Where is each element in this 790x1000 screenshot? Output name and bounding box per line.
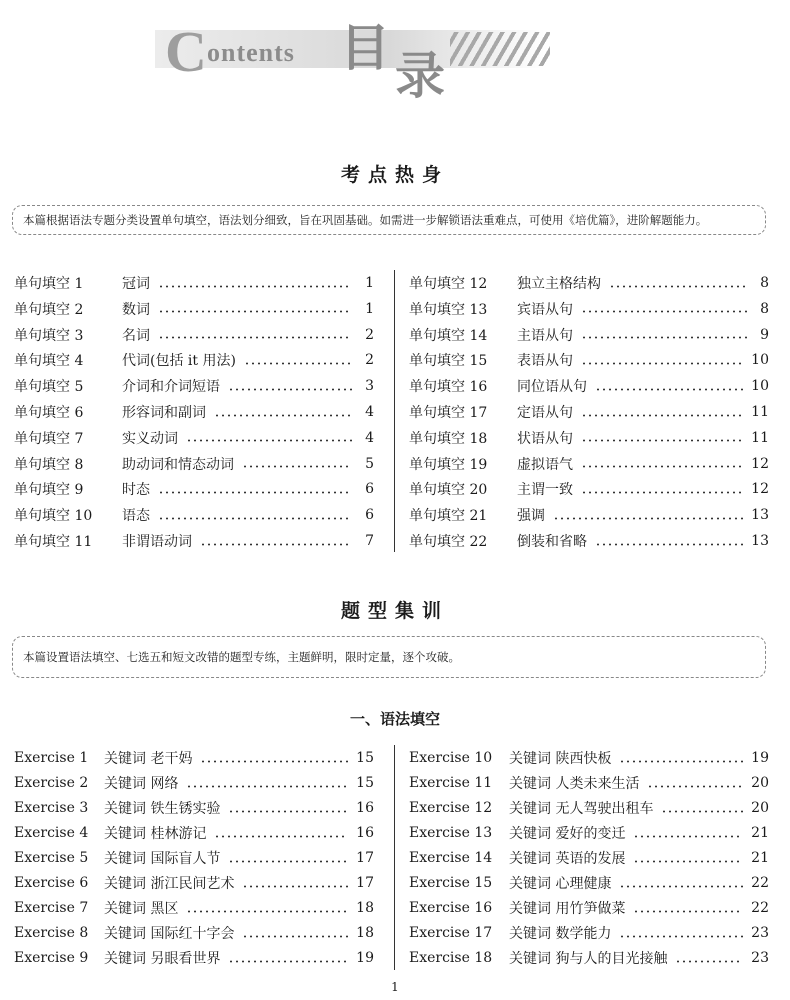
toc-entry[interactable] <box>14 796 374 820</box>
toc-entry[interactable] <box>409 871 769 895</box>
dot-leader <box>186 439 352 442</box>
dot-leader <box>242 465 352 468</box>
dot-leader <box>242 935 348 938</box>
toc-entry-title: 代词(包括 it 用法) <box>122 353 236 370</box>
toc-entry-number: Exercise 2 <box>14 775 89 791</box>
toc-entry[interactable] <box>409 297 769 321</box>
toc-entry-number: 单句填空 4 <box>14 353 84 370</box>
banner-word-ontents: ontents <box>207 38 295 67</box>
dot-leader <box>200 760 348 763</box>
section2-subtitle: 一、语法填空 <box>349 710 440 728</box>
toc-entry-number: 单句填空 18 <box>409 430 488 447</box>
toc-entry-page: 1 <box>365 300 374 317</box>
toc-entry-title: 关键词 英语的发展 <box>509 851 626 867</box>
toc-entry-number: 单句填空 21 <box>409 508 488 525</box>
banner-char-mu: 目 <box>340 19 390 77</box>
toc-entry-title: 实义动词 <box>122 430 178 447</box>
dot-leader <box>186 785 348 788</box>
toc-entry-title: 定语从句 <box>517 405 573 421</box>
toc-entry-page: 22 <box>751 875 769 891</box>
toc-entry-page: 11 <box>751 404 769 420</box>
toc-entry-number: 单句填空 9 <box>14 482 84 499</box>
dot-leader <box>581 491 743 494</box>
toc-entry-page: 22 <box>751 900 769 916</box>
toc-entry-title: 关键词 浙江民间艺术 <box>104 876 235 892</box>
dot-leader <box>661 810 743 813</box>
toc-entry-page: 16 <box>356 825 374 841</box>
toc-entry-number: Exercise 16 <box>409 900 493 916</box>
banner-char-lu: 录 <box>395 47 445 105</box>
dot-leader <box>228 810 348 813</box>
dot-leader <box>242 885 348 888</box>
toc-entry-title: 主语从句 <box>517 327 573 344</box>
toc-entry[interactable] <box>409 821 769 845</box>
toc-entry[interactable] <box>14 452 374 476</box>
column-divider <box>394 270 395 552</box>
toc-entry[interactable] <box>409 323 769 347</box>
dot-leader <box>633 910 743 913</box>
toc-entry[interactable] <box>14 400 374 424</box>
toc-entry-page: 18 <box>356 925 374 941</box>
toc-entry[interactable] <box>409 348 769 372</box>
dot-leader <box>158 285 352 288</box>
toc-entry-page: 12 <box>751 481 769 498</box>
toc-entry-page: 19 <box>356 950 374 966</box>
toc-entry-page: 20 <box>751 775 769 791</box>
dot-leader <box>581 439 743 442</box>
toc-entry-number: 单句填空 17 <box>409 405 488 421</box>
toc-entry[interactable] <box>14 821 374 845</box>
toc-entry-page: 21 <box>751 825 769 841</box>
toc-entry-page: 23 <box>751 925 769 941</box>
toc-entry-page: 19 <box>751 750 769 766</box>
toc-entry-page: 11 <box>751 429 769 446</box>
toc-entry[interactable] <box>14 746 374 770</box>
toc-entry-page: 8 <box>760 275 769 291</box>
toc-entry-number: 单句填空 10 <box>14 508 93 525</box>
toc-entry-page: 4 <box>365 404 374 420</box>
toc-entry-title: 关键词 数学能力 <box>509 926 612 942</box>
toc-entry-number: Exercise 3 <box>14 800 89 816</box>
dot-leader <box>214 835 348 838</box>
dot-leader <box>633 835 743 838</box>
section1-intro: 本篇根据语法专题分类设置单句填空，语法划分细致，旨在巩固基础。如需进一步解锁语法重难点，可使用《培优篇》，进阶解题能力。 <box>12 205 766 235</box>
toc-entry-number: 单句填空 14 <box>409 327 488 344</box>
toc-entry-page: 2 <box>365 326 374 343</box>
column-divider-2 <box>394 745 395 970</box>
toc-entry-title: 关键词 铁生锈实验 <box>104 801 221 817</box>
dot-leader <box>228 860 348 863</box>
toc-entry-title: 主谓一致 <box>517 482 573 499</box>
contents-banner <box>155 10 555 105</box>
toc-entry-title: 名词 <box>122 327 150 344</box>
toc-entry-number: 单句填空 20 <box>409 482 488 499</box>
toc-entry-number: 单句填空 6 <box>14 405 84 421</box>
toc-entry-page: 13 <box>751 533 769 549</box>
toc-entry-page: 15 <box>356 775 374 791</box>
toc-entry-page: 6 <box>365 481 374 498</box>
toc-entry[interactable] <box>409 921 769 945</box>
toc-entry-page: 18 <box>356 900 374 916</box>
toc-entry-title: 关键词 陕西快板 <box>509 751 612 767</box>
toc-entry[interactable] <box>14 426 374 450</box>
toc-entry[interactable] <box>14 323 374 347</box>
toc-entry[interactable] <box>14 348 374 372</box>
toc-entry-page: 10 <box>751 352 769 369</box>
dot-leader <box>200 543 352 546</box>
toc-entry-number: Exercise 11 <box>409 775 493 791</box>
section1-title: 考点热身 <box>340 164 449 186</box>
toc-entry[interactable] <box>14 477 374 501</box>
toc-entry-number: 单句填空 8 <box>14 456 84 473</box>
dot-leader <box>158 517 352 520</box>
toc-entry[interactable] <box>14 503 374 527</box>
toc-entry[interactable] <box>409 400 769 424</box>
toc-entry-number: Exercise 12 <box>409 800 493 816</box>
toc-entry-page: 20 <box>751 800 769 816</box>
toc-entry-page: 21 <box>751 850 769 866</box>
dot-leader <box>581 414 743 417</box>
toc-entry-title: 关键词 国际红十字会 <box>104 926 235 942</box>
toc-entry-number: Exercise 18 <box>409 950 493 966</box>
dot-leader <box>158 491 352 494</box>
toc-entry-title: 数词 <box>122 301 150 318</box>
toc-entry-page: 10 <box>751 378 769 395</box>
toc-entry-title: 关键词 人类未来生活 <box>509 776 640 792</box>
toc-entry[interactable] <box>409 946 769 970</box>
toc-entry[interactable] <box>409 426 769 450</box>
toc-entry-number: Exercise 15 <box>409 875 493 891</box>
toc-entry[interactable] <box>409 529 769 553</box>
toc-entry[interactable] <box>14 896 374 920</box>
dot-leader <box>214 414 352 417</box>
toc-entry-page: 5 <box>365 455 374 472</box>
toc-entry-title: 关键词 爱好的变迁 <box>509 826 626 842</box>
toc-entry-title: 同位语从句 <box>517 379 587 396</box>
toc-entry-page: 15 <box>356 750 374 766</box>
toc-entry-page: 17 <box>356 850 374 866</box>
dot-leader <box>595 388 743 391</box>
toc-entry-page: 17 <box>356 875 374 891</box>
dot-leader <box>581 362 743 365</box>
toc-entry-title: 独立主格结构 <box>517 276 601 292</box>
toc-entry-page: 8 <box>760 300 769 317</box>
dot-leader <box>619 760 743 763</box>
toc-entry-title: 形容词和副词 <box>122 405 206 421</box>
toc-entry[interactable] <box>14 771 374 795</box>
toc-entry-number: Exercise 6 <box>14 875 89 891</box>
toc-entry-title: 宾语从句 <box>517 301 573 318</box>
dot-leader <box>158 336 352 339</box>
dot-leader <box>244 362 352 365</box>
toc-entry-number: Exercise 4 <box>14 825 89 841</box>
toc-entry-title: 表语从句 <box>517 353 573 370</box>
toc-entry[interactable] <box>14 374 374 398</box>
banner-stripes <box>450 32 550 66</box>
toc-entry-title: 强调 <box>517 508 545 525</box>
toc-entry-page: 23 <box>751 950 769 966</box>
toc-entry-page: 12 <box>751 455 769 472</box>
toc-entry-title: 关键词 国际盲人节 <box>104 851 221 867</box>
dot-leader <box>633 860 743 863</box>
toc-entry-title: 助动词和情态动词 <box>122 456 234 473</box>
toc-entry-number: 单句填空 7 <box>14 430 84 447</box>
toc-entry[interactable] <box>409 771 769 795</box>
toc-entry-title: 冠词 <box>122 276 150 292</box>
toc-entry-title: 关键词 另眼看世界 <box>104 951 221 967</box>
toc-entry-number: 单句填空 3 <box>14 327 84 344</box>
toc-entry-number: Exercise 9 <box>14 950 89 966</box>
toc-entry-title: 状语从句 <box>517 430 573 447</box>
dot-leader <box>619 885 743 888</box>
toc-entry-number: 单句填空 19 <box>409 456 488 473</box>
toc-entry[interactable] <box>409 896 769 920</box>
dot-leader <box>553 517 743 520</box>
dot-leader <box>595 543 743 546</box>
toc-entry-number: 单句填空 11 <box>14 534 93 550</box>
toc-entry[interactable] <box>409 452 769 476</box>
toc-entry-title: 非谓语动词 <box>122 534 192 550</box>
dot-leader <box>186 910 348 913</box>
toc-entry-page: 7 <box>365 533 374 549</box>
toc-entry[interactable] <box>14 529 374 553</box>
toc-entry-title: 倒装和省略 <box>517 534 587 550</box>
toc-entry-title: 介词和介词短语 <box>122 379 220 396</box>
toc-entry-number: 单句填空 13 <box>409 301 488 318</box>
toc-entry-title: 关键词 老干妈 <box>104 751 193 767</box>
dot-leader <box>581 336 747 339</box>
toc-entry-number: 单句填空 5 <box>14 379 84 396</box>
toc-entry-title: 关键词 黑区 <box>104 901 179 917</box>
toc-entry-number: 单句填空 15 <box>409 353 488 370</box>
toc-entry-number: Exercise 17 <box>409 925 493 941</box>
dot-leader <box>158 310 352 313</box>
dot-leader <box>647 785 743 788</box>
toc-entry-number: 单句填空 22 <box>409 534 488 550</box>
toc-entry-title: 时态 <box>122 482 150 499</box>
toc-entry-title: 关键词 狗与人的目光接触 <box>509 951 668 967</box>
toc-entry-title: 语态 <box>122 508 150 525</box>
toc-entry-page: 16 <box>356 800 374 816</box>
dot-leader <box>581 465 743 468</box>
toc-entry-page: 13 <box>751 507 769 524</box>
section2-intro: 本篇设置语法填空、七选五和短文改错的题型专练，主题鲜明，限时定量，逐个攻破。 <box>12 636 766 678</box>
toc-entry-number: Exercise 8 <box>14 925 89 941</box>
page-number: 1 <box>391 980 399 994</box>
toc-entry-title: 关键词 无人驾驶出租车 <box>509 801 654 817</box>
toc-entry-page: 6 <box>365 507 374 524</box>
toc-entry-number: 单句填空 1 <box>14 276 84 292</box>
toc-entry-page: 4 <box>365 429 374 446</box>
dot-leader <box>228 960 348 963</box>
dot-leader <box>609 285 747 288</box>
toc-entry-title: 关键词 桂林游记 <box>104 826 207 842</box>
toc-entry-number: Exercise 13 <box>409 825 493 841</box>
toc-entry[interactable] <box>14 921 374 945</box>
toc-entry-number: 单句填空 2 <box>14 301 84 318</box>
toc-entry-number: 单句填空 12 <box>409 276 488 292</box>
toc-entry-title: 关键词 心理健康 <box>509 876 612 892</box>
toc-entry[interactable] <box>409 271 769 295</box>
toc-entry-title: 虚拟语气 <box>517 456 573 473</box>
toc-entry[interactable] <box>409 746 769 770</box>
toc-entry[interactable] <box>14 946 374 970</box>
toc-entry[interactable] <box>409 846 769 870</box>
toc-entry-number: Exercise 5 <box>14 850 89 866</box>
toc-entry-page: 1 <box>365 275 374 291</box>
toc-entry[interactable] <box>14 871 374 895</box>
toc-entry-page: 3 <box>365 378 374 395</box>
toc-entry-title: 关键词 用竹笋做菜 <box>509 901 626 917</box>
toc-entry-page: 9 <box>760 326 769 343</box>
toc-entry[interactable] <box>14 846 374 870</box>
toc-entry[interactable] <box>409 796 769 820</box>
toc-entry-number: Exercise 14 <box>409 850 493 866</box>
dot-leader <box>228 388 352 391</box>
toc-entry[interactable] <box>14 297 374 321</box>
banner-letter-c: C <box>165 19 207 84</box>
toc-entry[interactable] <box>14 271 374 295</box>
toc-entry[interactable] <box>409 503 769 527</box>
toc-entry-number: Exercise 1 <box>14 750 89 766</box>
toc-entry-page: 2 <box>365 352 374 369</box>
dot-leader <box>675 960 743 963</box>
toc-entry-number: Exercise 7 <box>14 900 89 916</box>
toc-entry[interactable] <box>409 477 769 501</box>
dot-leader <box>619 935 743 938</box>
dot-leader <box>581 310 747 313</box>
toc-entry-number: 单句填空 16 <box>409 379 488 396</box>
toc-entry-title: 关键词 网络 <box>104 776 179 792</box>
toc-entry-number: Exercise 10 <box>409 750 493 766</box>
section2-title: 题型集训 <box>340 600 449 622</box>
toc-entry[interactable] <box>409 374 769 398</box>
